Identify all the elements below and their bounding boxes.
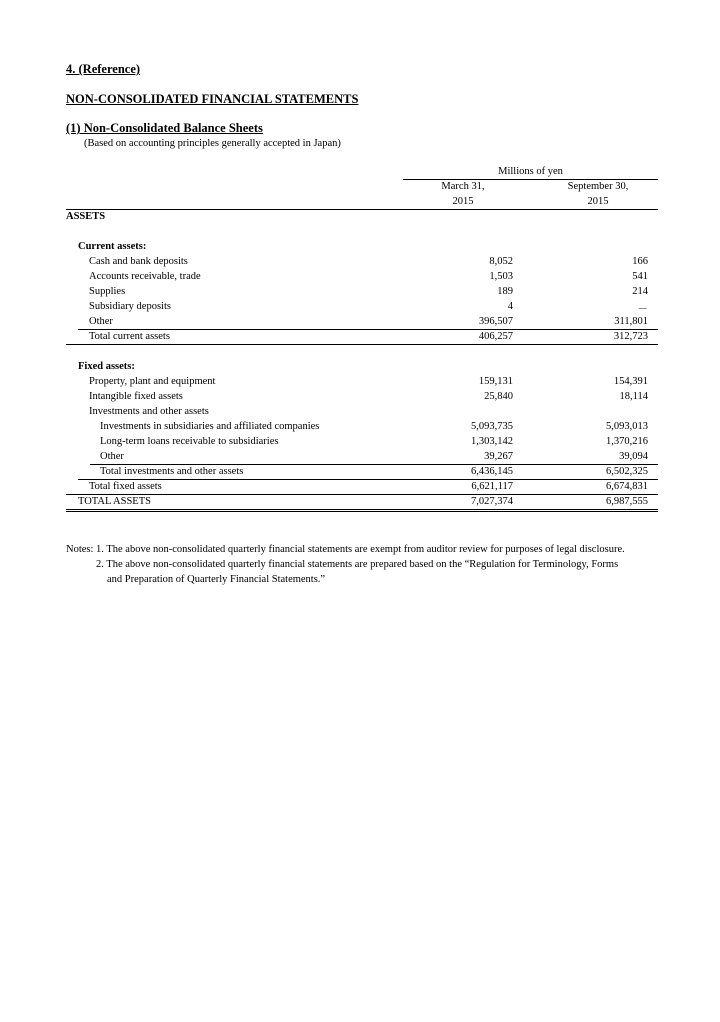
row-label: Other	[89, 316, 113, 327]
value-sep: 5,093,013	[606, 421, 648, 432]
value-mar: 159,131	[478, 376, 513, 387]
value-mar: 396,507	[478, 316, 513, 327]
value-mar: 4	[507, 301, 513, 312]
basis-note: (Based on accounting principles generally accepted in Japan)	[84, 138, 341, 149]
value-sep: 154,391	[613, 376, 648, 387]
row-label: Total fixed assets	[89, 481, 162, 492]
note-2-continued: and Preparation of Quarterly Financial Statements.”	[107, 574, 326, 585]
note-1: Notes: 1. The above non-consolidated quarterly financial statements are exempt from auditor review for purposes of legal disclosure.	[66, 544, 625, 555]
col1-header-line2: 2015	[452, 196, 474, 207]
value-sep: 39,094	[619, 451, 648, 462]
value-mar: 6,436,145	[471, 466, 513, 477]
row-label: Long-term loans receivable to subsidiaries	[100, 436, 279, 447]
subtotal-rule	[78, 329, 658, 330]
value-mar: 6,621,117	[471, 481, 513, 492]
table-row	[66, 406, 658, 421]
table-row	[66, 271, 658, 286]
value-sep: 6,674,831	[606, 481, 648, 492]
table-row	[66, 421, 658, 436]
value-mar: 406,257	[478, 331, 513, 342]
value-mar: 7,027,374	[471, 496, 513, 507]
row-label: Investments and other assets	[89, 406, 209, 417]
value-mar: 5,093,735	[471, 421, 513, 432]
row-label: Property, plant and equipment	[89, 376, 216, 387]
fixed-assets-heading: Fixed assets:	[78, 361, 135, 372]
row-label: Cash and bank deposits	[89, 256, 188, 267]
value-sep: 214	[632, 286, 648, 297]
table-row	[66, 286, 658, 301]
section-rule	[66, 494, 658, 495]
note-2: 2. The above non-consolidated quarterly financial statements are prepared based on the “Regulation for Terminology, Forms	[96, 559, 619, 570]
header-rule	[403, 179, 658, 180]
table-row	[66, 391, 658, 406]
table-row	[66, 301, 658, 316]
double-rule-top	[66, 509, 658, 510]
value-mar: 39,267	[484, 451, 513, 462]
row-label: TOTAL ASSETS	[78, 496, 151, 507]
table-row	[66, 256, 658, 271]
subtotal-rule	[78, 479, 658, 480]
row-label: Accounts receivable, trade	[89, 271, 201, 282]
subtotal-rule	[90, 464, 658, 465]
value-sep: 166	[632, 256, 648, 267]
col1-header-line1: March 31,	[441, 181, 485, 192]
value-sep: 6,502,325	[606, 466, 648, 477]
row-label: Other	[100, 451, 124, 462]
row-label: Investments in subsidiaries and affiliated companies	[100, 421, 320, 432]
value-sep: 1,370,216	[606, 436, 648, 447]
double-rule-bottom	[66, 511, 658, 512]
value-mar: 1,503	[489, 271, 513, 282]
value-mar: 8,052	[489, 256, 513, 267]
row-label: Total investments and other assets	[100, 466, 244, 477]
row-label: Total current assets	[89, 331, 170, 342]
value-mar: 1,303,142	[471, 436, 513, 447]
table-row	[66, 436, 658, 451]
section-rule	[66, 344, 658, 345]
value-mar: 189	[497, 286, 513, 297]
row-label: Supplies	[89, 286, 126, 297]
unit-label: Millions of yen	[498, 166, 563, 177]
balance-sheet-title: (1) Non-Consolidated Balance Sheets	[66, 121, 263, 135]
assets-heading: ASSETS	[66, 211, 106, 222]
value-sep: 18,114	[619, 391, 648, 402]
col2-header-line1: September 30,	[567, 181, 629, 192]
value-mar: 25,840	[484, 391, 513, 402]
value-sep: 541	[632, 271, 648, 282]
section-title: 4. (Reference)	[66, 62, 141, 76]
row-label: Intangible fixed assets	[89, 391, 183, 402]
table-row	[66, 376, 658, 391]
row-label: Subsidiary deposits	[89, 301, 171, 312]
value-sep: 312,723	[613, 331, 648, 342]
value-sep: 311,801	[614, 316, 648, 327]
statements-title: NON-CONSOLIDATED FINANCIAL STATEMENTS	[66, 92, 359, 106]
col2-header-line2: 2015	[587, 196, 609, 207]
current-assets-heading: Current assets:	[78, 241, 147, 252]
header-bottom-rule	[66, 209, 658, 210]
value-sep: －	[637, 304, 648, 315]
value-sep: 6,987,555	[606, 496, 648, 507]
